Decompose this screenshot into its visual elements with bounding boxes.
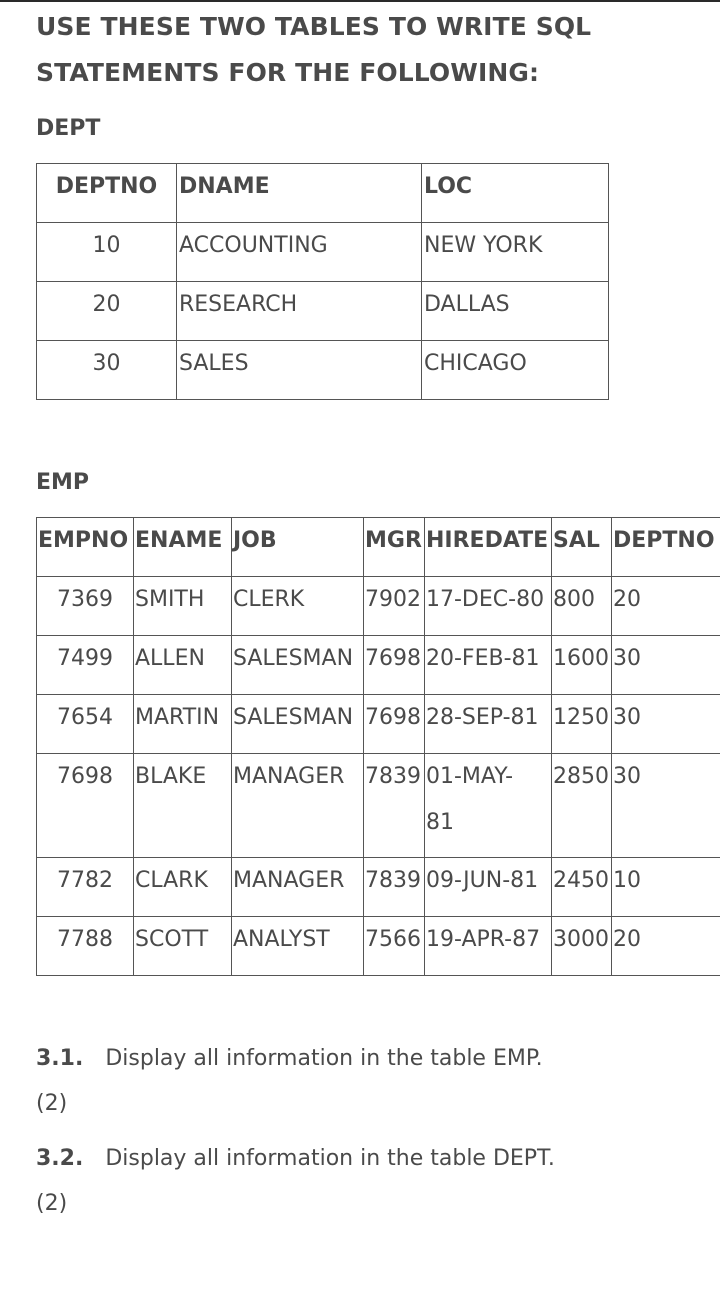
document-content	[36, 0, 720, 1216]
emp-cell-empno: 7654	[37, 695, 134, 754]
dept-header-loc: LOC	[422, 164, 609, 223]
table-row	[37, 636, 720, 695]
dept-cell-dname: SALES	[177, 341, 422, 400]
question-text: Display all information in the table DEPT.	[105, 1146, 555, 1171]
emp-header-sal: SAL	[552, 518, 612, 577]
emp-table-label: EMP	[36, 470, 90, 495]
emp-cell-job: ANALYST	[232, 917, 364, 976]
table-row	[37, 858, 720, 917]
table-row	[37, 754, 720, 858]
emp-cell-sal: 1250	[552, 695, 612, 754]
dept-header-deptno: DEPTNO	[37, 164, 177, 223]
question-item	[36, 1036, 556, 1126]
dept-cell-dname: RESEARCH	[177, 282, 422, 341]
emp-table	[36, 517, 720, 976]
question-marks: (2)	[36, 1091, 68, 1116]
emp-cell-hiredate: 28-SEP-81	[425, 695, 552, 754]
table-row	[37, 695, 720, 754]
dept-cell-loc: NEW YORK	[422, 223, 609, 282]
dept-table-label: DEPT	[36, 116, 101, 141]
emp-header-hiredate: HIREDATE	[425, 518, 552, 577]
emp-cell-mgr: 7566	[364, 917, 425, 976]
emp-cell-mgr: 7839	[364, 858, 425, 917]
emp-cell-sal: 2850	[552, 754, 612, 858]
emp-cell-ename: BLAKE	[134, 754, 232, 858]
dept-cell-dname: ACCOUNTING	[177, 223, 422, 282]
question-marks: (2)	[36, 1191, 68, 1216]
dept-cell-loc: DALLAS	[422, 282, 609, 341]
emp-header-ename: ENAME	[134, 518, 232, 577]
emp-header-empno: EMPNO	[37, 518, 134, 577]
emp-header-row	[37, 518, 720, 577]
table-row	[37, 341, 609, 400]
question-item	[36, 1136, 556, 1226]
emp-cell-deptno: 30	[612, 636, 720, 695]
emp-cell-empno: 7369	[37, 577, 134, 636]
emp-cell-job: MANAGER	[232, 754, 364, 858]
emp-cell-mgr: 7698	[364, 636, 425, 695]
dept-header-dname: DNAME	[177, 164, 422, 223]
emp-header-job: JOB	[232, 518, 364, 577]
emp-header-mgr: MGR	[364, 518, 425, 577]
emp-cell-hiredate: 09-JUN-81	[425, 858, 552, 917]
table-row	[37, 577, 720, 636]
emp-cell-hiredate: 17-DEC-80	[425, 577, 552, 636]
emp-cell-hiredate	[425, 754, 552, 858]
dept-cell-deptno: 10	[37, 223, 177, 282]
emp-cell-deptno: 20	[612, 577, 720, 636]
emp-cell-empno: 7698	[37, 754, 134, 858]
emp-cell-job: SALESMAN	[232, 695, 364, 754]
emp-cell-mgr: 7698	[364, 695, 425, 754]
emp-cell-ename: SCOTT	[134, 917, 232, 976]
emp-cell-mgr: 7902	[364, 577, 425, 636]
dept-cell-loc: CHICAGO	[422, 341, 609, 400]
page-heading: USE THESE TWO TABLES TO WRITE SQL STATEMENTS FOR THE FOLLOWING:	[36, 12, 592, 87]
dept-cell-deptno: 30	[37, 341, 177, 400]
question-number: 3.1.	[36, 1046, 84, 1071]
emp-cell-empno: 7782	[37, 858, 134, 917]
table-row	[37, 917, 720, 976]
emp-cell-empno: 7788	[37, 917, 134, 976]
emp-cell-sal: 2450	[552, 858, 612, 917]
emp-cell-ename: ALLEN	[134, 636, 232, 695]
dept-table	[36, 163, 609, 400]
emp-cell-job: SALESMAN	[232, 636, 364, 695]
emp-cell-ename: SMITH	[134, 577, 232, 636]
emp-cell-deptno: 20	[612, 917, 720, 976]
emp-cell-mgr: 7839	[364, 754, 425, 858]
emp-cell-hiredate: 20-FEB-81	[425, 636, 552, 695]
question-text: Display all information in the table EMP.	[105, 1046, 543, 1071]
emp-cell-deptno: 30	[612, 754, 720, 858]
emp-cell-deptno: 30	[612, 695, 720, 754]
emp-cell-deptno: 10	[612, 858, 720, 917]
emp-cell-sal: 3000	[552, 917, 612, 976]
emp-cell-job: CLERK	[232, 577, 364, 636]
emp-cell-hiredate-text: 01-MAY- 81	[426, 764, 514, 835]
question-number: 3.2.	[36, 1146, 84, 1171]
questions-list	[36, 1036, 556, 1236]
dept-cell-deptno: 20	[37, 282, 177, 341]
emp-cell-ename: CLARK	[134, 858, 232, 917]
dept-header-row	[37, 164, 609, 223]
emp-cell-sal: 800	[552, 577, 612, 636]
emp-header-deptno: DEPTNO	[612, 518, 720, 577]
emp-cell-job: MANAGER	[232, 858, 364, 917]
emp-cell-ename: MARTIN	[134, 695, 232, 754]
table-row	[37, 223, 609, 282]
emp-cell-empno: 7499	[37, 636, 134, 695]
table-row	[37, 282, 609, 341]
emp-cell-sal: 1600	[552, 636, 612, 695]
emp-cell-hiredate: 19-APR-87	[425, 917, 552, 976]
